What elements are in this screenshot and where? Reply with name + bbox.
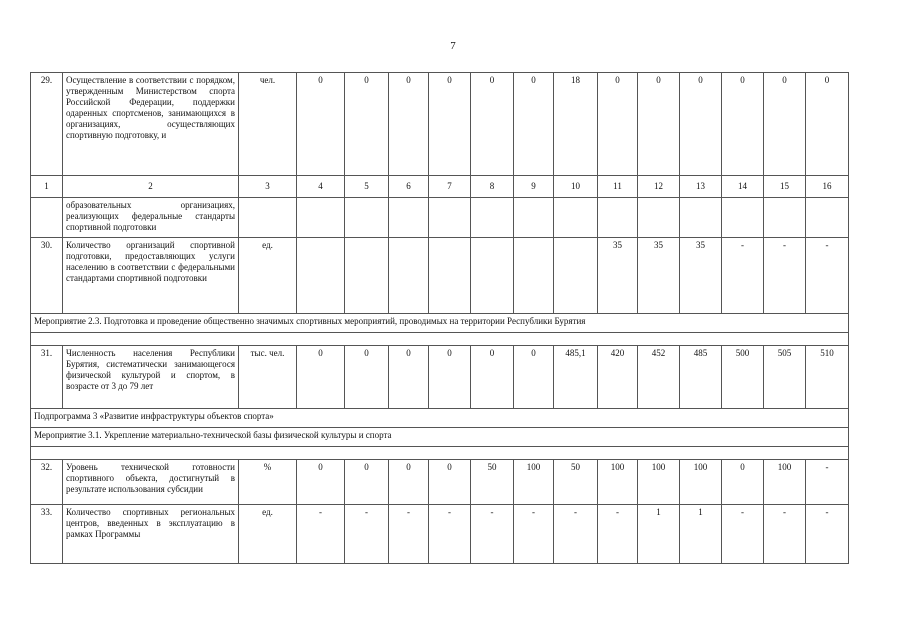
value-cell: 18 xyxy=(554,73,598,176)
column-number: 12 xyxy=(638,176,680,198)
value-cell: 0 xyxy=(345,460,389,505)
value-cell: 485,1 xyxy=(554,346,598,409)
value-cell: - xyxy=(297,505,345,564)
column-number: 6 xyxy=(389,176,429,198)
value-cell: 0 xyxy=(722,460,764,505)
table-row-31 xyxy=(31,346,849,409)
value-cell: 0 xyxy=(429,460,471,505)
section-row-subprogram-3 xyxy=(31,409,849,428)
value-cell xyxy=(389,238,429,314)
indicator-description: образовательных организациях, реализующих федеральные стандарты спортивной подготовки xyxy=(63,198,239,238)
value-cell: 0 xyxy=(389,73,429,176)
spacer-row xyxy=(31,333,849,346)
column-number: 7 xyxy=(429,176,471,198)
value-cell: - xyxy=(429,505,471,564)
value-cell: 50 xyxy=(471,460,514,505)
row-number: 32. xyxy=(31,460,63,505)
column-number: 10 xyxy=(554,176,598,198)
indicator-description: Численность населения Республики Бурятия, систематически занимающегося физической культурой и спортом, в возрасте от 3 до 79 лет xyxy=(63,346,239,409)
column-number: 16 xyxy=(806,176,849,198)
value-cell xyxy=(514,238,554,314)
table-row-29-continued xyxy=(31,198,849,238)
row-number: 33. xyxy=(31,505,63,564)
value-cell: - xyxy=(514,505,554,564)
value-cell: 0 xyxy=(429,73,471,176)
value-cell: 0 xyxy=(806,73,849,176)
value-cell: 0 xyxy=(471,346,514,409)
value-cell: 510 xyxy=(806,346,849,409)
value-cell: 0 xyxy=(345,346,389,409)
value-cell: 0 xyxy=(297,460,345,505)
value-cell xyxy=(598,198,638,238)
unit-cell: тыс. чел. xyxy=(239,346,297,409)
indicators-table xyxy=(30,72,849,564)
value-cell: 0 xyxy=(345,73,389,176)
value-cell xyxy=(429,198,471,238)
value-cell: 0 xyxy=(722,73,764,176)
value-cell xyxy=(638,198,680,238)
row-number: 31. xyxy=(31,346,63,409)
value-cell: 100 xyxy=(764,460,806,505)
value-cell: - xyxy=(806,238,849,314)
value-cell: - xyxy=(345,505,389,564)
value-cell: - xyxy=(764,505,806,564)
value-cell: 0 xyxy=(297,346,345,409)
value-cell: 35 xyxy=(598,238,638,314)
section-title: Подпрограмма 3 «Развитие инфраструктуры объектов спорта» xyxy=(31,409,849,428)
table-row-32 xyxy=(31,460,849,505)
value-cell: 0 xyxy=(514,346,554,409)
value-cell xyxy=(554,238,598,314)
column-number: 13 xyxy=(680,176,722,198)
value-cell: - xyxy=(722,505,764,564)
value-cell: 500 xyxy=(722,346,764,409)
row-number xyxy=(31,198,63,238)
value-cell xyxy=(471,198,514,238)
value-cell xyxy=(297,198,345,238)
section-row-measure-3-1 xyxy=(31,428,849,447)
spacer-cell xyxy=(31,447,849,460)
value-cell: 420 xyxy=(598,346,638,409)
value-cell xyxy=(514,198,554,238)
indicator-description: Уровень технической готовности спортивного объекта, достигнутый в результате использования субсидии xyxy=(63,460,239,505)
indicator-description: Осуществление в соответствии с порядком, утвержденным Министерством спорта Российской Федерации, поддержки одаренных спортсменов, занимающихся в организациях, осуществляющих спортивную подготовку, и xyxy=(63,73,239,176)
column-number: 8 xyxy=(471,176,514,198)
row-number: 29. xyxy=(31,73,63,176)
value-cell: 0 xyxy=(638,73,680,176)
value-cell: 0 xyxy=(680,73,722,176)
value-cell: 100 xyxy=(638,460,680,505)
column-number: 1 xyxy=(31,176,63,198)
value-cell: 35 xyxy=(638,238,680,314)
unit-cell: % xyxy=(239,460,297,505)
value-cell xyxy=(680,198,722,238)
column-number: 14 xyxy=(722,176,764,198)
spacer-cell xyxy=(31,333,849,346)
value-cell xyxy=(471,238,514,314)
value-cell: - xyxy=(806,505,849,564)
section-title: Мероприятие 3.1. Укрепление материально-технической базы физической культуры и спорта xyxy=(31,428,849,447)
value-cell: 100 xyxy=(598,460,638,505)
value-cell: 0 xyxy=(389,346,429,409)
value-cell xyxy=(429,238,471,314)
value-cell: 452 xyxy=(638,346,680,409)
unit-cell: ед. xyxy=(239,505,297,564)
unit-cell xyxy=(239,198,297,238)
page-number: 7 xyxy=(450,40,456,52)
column-number: 4 xyxy=(297,176,345,198)
value-cell xyxy=(297,238,345,314)
value-cell: 0 xyxy=(297,73,345,176)
value-cell: - xyxy=(764,238,806,314)
value-cell: 100 xyxy=(680,460,722,505)
column-number: 2 xyxy=(63,176,239,198)
value-cell: - xyxy=(806,460,849,505)
value-cell: 0 xyxy=(514,73,554,176)
value-cell xyxy=(345,198,389,238)
value-cell: 505 xyxy=(764,346,806,409)
column-number: 15 xyxy=(764,176,806,198)
value-cell: - xyxy=(722,238,764,314)
column-number: 5 xyxy=(345,176,389,198)
value-cell: 0 xyxy=(389,460,429,505)
value-cell: 35 xyxy=(680,238,722,314)
value-cell: 100 xyxy=(514,460,554,505)
value-cell xyxy=(389,198,429,238)
value-cell: - xyxy=(598,505,638,564)
value-cell xyxy=(345,238,389,314)
column-number-row xyxy=(31,176,849,198)
indicator-description: Количество организаций спортивной подготовки, предоставляющих услуги населению в соответствии с федеральными стандартами спортивной подготовки xyxy=(63,238,239,314)
value-cell: 50 xyxy=(554,460,598,505)
value-cell: - xyxy=(471,505,514,564)
indicator-description: Количество спортивных региональных центров, введенных в эксплуатацию в рамках Программы xyxy=(63,505,239,564)
value-cell: 0 xyxy=(764,73,806,176)
table-row-30 xyxy=(31,238,849,314)
value-cell: 0 xyxy=(429,346,471,409)
table-row-33 xyxy=(31,505,849,564)
value-cell: 0 xyxy=(598,73,638,176)
value-cell: 485 xyxy=(680,346,722,409)
column-number: 3 xyxy=(239,176,297,198)
section-title: Мероприятие 2.3. Подготовка и проведение общественно значимых спортивных мероприятий, проводимых на территории Республики Бурятия xyxy=(31,314,849,333)
value-cell: - xyxy=(554,505,598,564)
unit-cell: чел. xyxy=(239,73,297,176)
value-cell: 1 xyxy=(638,505,680,564)
value-cell: 0 xyxy=(471,73,514,176)
section-row-measure-2-3 xyxy=(31,314,849,333)
value-cell xyxy=(764,198,806,238)
value-cell xyxy=(722,198,764,238)
unit-cell: ед. xyxy=(239,238,297,314)
value-cell: 1 xyxy=(680,505,722,564)
value-cell: - xyxy=(389,505,429,564)
column-number: 9 xyxy=(514,176,554,198)
row-number: 30. xyxy=(31,238,63,314)
value-cell xyxy=(554,198,598,238)
column-number: 11 xyxy=(598,176,638,198)
value-cell xyxy=(806,198,849,238)
spacer-row xyxy=(31,447,849,460)
table-row-29 xyxy=(31,73,849,176)
